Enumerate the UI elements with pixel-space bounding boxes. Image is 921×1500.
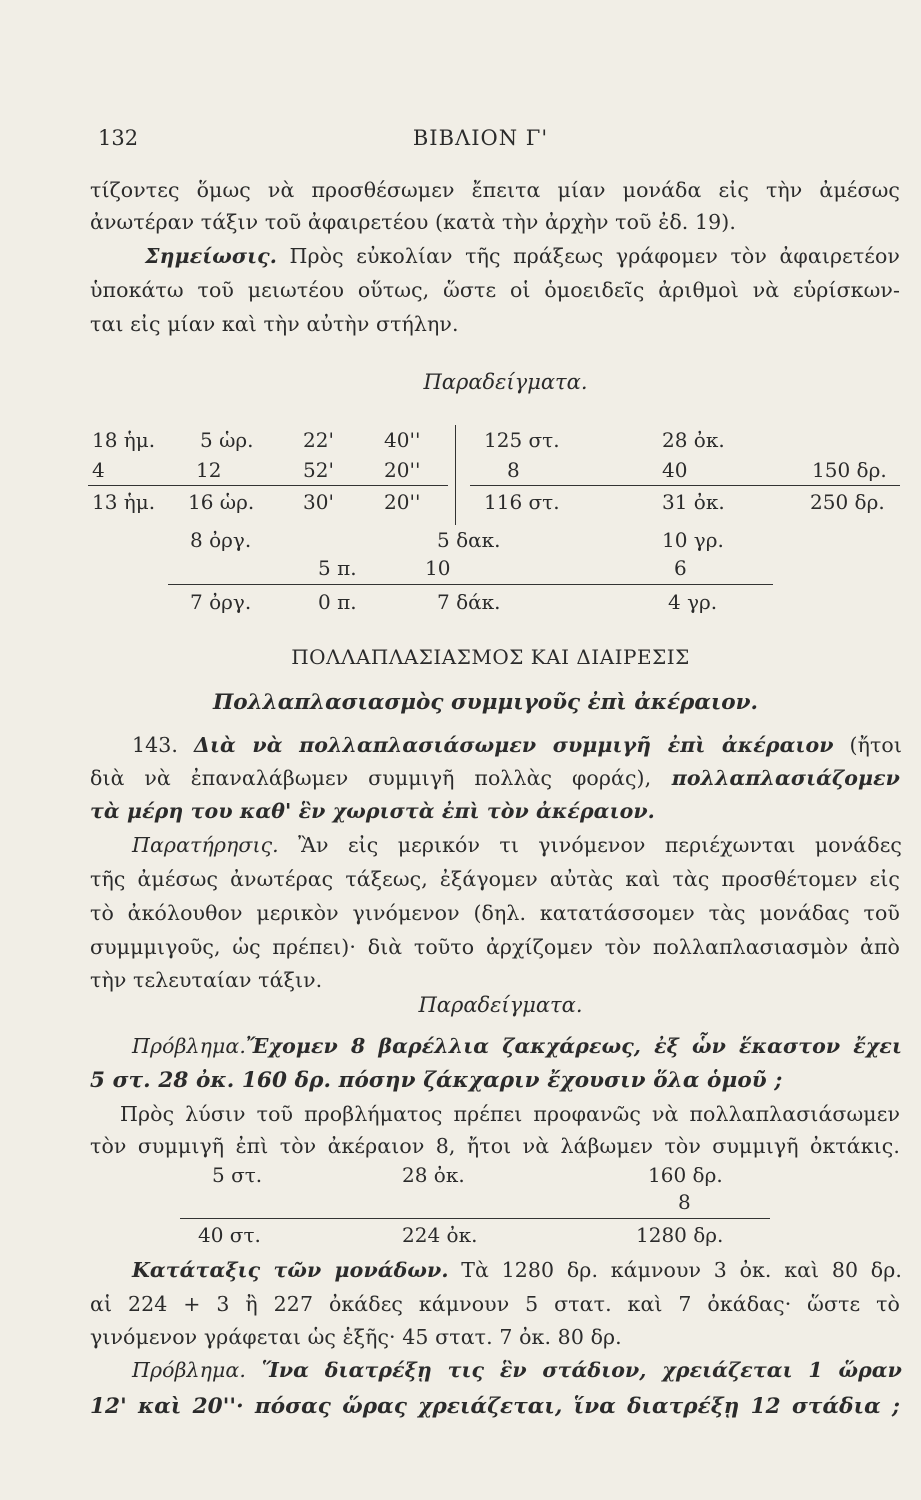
subsection-title: Πολλαπλασιασμὸς συμμιγοῦς ἐπὶ ἀκέραιον. <box>212 690 759 715</box>
sum-rule-bottom <box>168 584 773 585</box>
observation-line-3: τὸ ἀκόλουθον μερικὸν γινόμενον (δηλ. κατατάσσομεν τὰς μονάδας τοῦ <box>90 901 900 925</box>
observation-label: Παρατήρησις. <box>132 833 279 857</box>
cell: 7 ὀργ. <box>190 590 252 614</box>
sum-rule-right <box>470 485 900 486</box>
examples-heading-1: Παραδείγματα. <box>423 370 588 394</box>
cell: 125 στ. <box>484 428 560 452</box>
problem2-line-1 <box>132 1358 902 1382</box>
cell: 18 ἡμ. <box>92 428 156 452</box>
rule-bold-1: Διὰ νὰ πολλαπλασιάσωμεν συμμιγῆ ἐπὶ ἀκέραιον <box>193 733 834 757</box>
cell: 8 ὀργ. <box>190 528 252 552</box>
cell: 20'' <box>384 458 421 482</box>
running-title: ΒΙΒΛΙΟΝ Γ' <box>412 126 549 150</box>
cell: 40'' <box>384 428 421 452</box>
problem2-line-2: 12' καὶ 20''· πόσας ὥρας χρειάζεται, ἵνα διατρέξῃ 12 στάδια ; <box>90 1394 900 1419</box>
problem1-line-2: 5 στ. 28 ὀκ. 160 δρ. πόσην ζάκχαριν ἔχουσιν ὅλα ὁμοῦ ; <box>90 1068 783 1093</box>
rule-text-2: διὰ νὰ ἐπαναλάβωμεν συμμιγῆ πολλὰς φοράς), <box>90 766 652 790</box>
problem1-line-1 <box>132 1034 902 1058</box>
arrangement-text-1: Τὰ 1280 δρ. κάμνουν 3 ὀκ. καὶ 80 δρ. <box>448 1258 902 1282</box>
rule-line-2 <box>90 766 900 790</box>
intro-line-2: ἀνωτέραν τάξιν τοῦ ἀφαιρετέου (κατὰ τὴν ἀρχὴν τοῦ ἐδ. 19). <box>90 210 737 234</box>
observation-line-2: τῆς ἀμέσως ἀνωτέρας τάξεως, ἐξάγομεν αὐτὰς καὶ τὰς προσθέτομεν εἰς <box>90 867 900 891</box>
examples-heading-2: Παραδείγματα. <box>418 993 583 1017</box>
rule-line-1 <box>132 733 902 757</box>
cell: 40 <box>662 458 688 482</box>
note-label: Σημείωσις. <box>145 244 277 268</box>
observation-line-5: τὴν τελευταίαν τάξιν. <box>90 968 323 992</box>
cell: 250 δρ. <box>810 490 885 514</box>
cell: 5 ὡρ. <box>200 428 254 452</box>
intro-line-1: τίζοντες ὅμως νὰ προσθέσωμεν ἔπειτα μίαν μονάδα εἰς τὴν ἀμέσως <box>90 178 900 202</box>
intro-line-3 <box>145 244 900 268</box>
cell: 13 ἡμ. <box>92 490 156 514</box>
arrangement-line-1 <box>132 1258 902 1282</box>
cell: 52' <box>303 458 334 482</box>
cell: 12 <box>196 458 222 482</box>
cell: 40 στ. <box>198 1223 261 1247</box>
cell: 16 ὡρ. <box>188 490 255 514</box>
column-divider <box>455 425 456 525</box>
cell: 8 <box>507 458 520 482</box>
cell: 160 δρ. <box>648 1163 723 1187</box>
cell: 7 δάκ. <box>437 590 501 614</box>
rule-number: 143. <box>132 733 194 757</box>
problem2-label: Πρόβλημα. <box>132 1358 246 1382</box>
note-text: Πρὸς εὐκολίαν τῆς πράξεως γράφομεν τὸν ἀφαιρετέον <box>276 244 900 268</box>
problem1-solution-1: Πρὸς λύσιν τοῦ προβλήματος πρέπει προφανῶς νὰ πολλαπλασιάσωμεν <box>120 1102 900 1126</box>
cell: 0 π. <box>318 590 357 614</box>
rule-text-1: (ἤτοι <box>833 733 902 757</box>
rule-bold-2: πολλαπλασιάζομεν <box>651 766 900 790</box>
cell: 28 ὀκ. <box>662 428 725 452</box>
intro-line-4: ὑποκάτω τοῦ μειωτέου οὕτως, ὥστε οἱ ὁμοειδεῖς ἀριθμοὶ νὰ εὑρίσκων- <box>90 278 900 302</box>
problem1-solution-2: τὸν συμμιγῆ ἐπὶ τὸν ἀκέραιον 8, ἤτοι νὰ λάβωμεν τὸν συμμιγῆ ὀκτάκις. <box>90 1134 900 1158</box>
problem2-text-1: Ἵνα διατρέξῃ τις ἓν στάδιον, χρειάζεται 1 ὥραν <box>245 1358 902 1382</box>
sum-rule-left <box>88 485 448 486</box>
cell: 6 <box>674 556 687 580</box>
cell: 20'' <box>384 490 421 514</box>
arrangement-line-2: αἱ 224 + 3 ἢ 227 ὀκάδες κάμνουν 5 στατ. καὶ 7 ὀκάδας· ὥστε τὸ <box>90 1292 900 1316</box>
observation-text-1: Ἂν εἰς μερικόν τι γινόμενον περιέχωνται μονάδες <box>278 833 902 857</box>
cell: 5 π. <box>318 556 357 580</box>
cell: 150 δρ. <box>812 458 887 482</box>
cell: 5 στ. <box>212 1163 263 1187</box>
product-rule <box>180 1218 770 1219</box>
arrangement-line-3: γινόμενον γράφεται ὡς ἑξῆς· 45 στατ. 7 ὀκ. 80 δρ. <box>90 1325 622 1349</box>
intro-line-5: ται εἰς μίαν καὶ τὴν αὐτὴν στήλην. <box>90 312 459 336</box>
cell: 30' <box>303 490 334 514</box>
observation-line-1 <box>132 833 902 857</box>
cell: 5 δακ. <box>437 528 501 552</box>
problem1-text-1: Ἔχομεν 8 βαρέλλια ζακχάρεως, ἐξ ὧν ἕκαστον ἔχει <box>245 1034 902 1058</box>
arrangement-label: Κατάταξις τῶν μονάδων. <box>132 1258 449 1282</box>
problem1-label: Πρόβλημα. <box>132 1034 246 1058</box>
rule-line-3: τὰ μέρη του καθ' ἓν χωριστὰ ἐπὶ τὸν ἀκέραιον. <box>90 799 655 823</box>
page-number: 132 <box>98 126 139 150</box>
cell: 4 γρ. <box>668 590 718 614</box>
cell: 116 στ. <box>484 490 560 514</box>
cell: 224 ὀκ. <box>402 1223 478 1247</box>
cell: 4 <box>92 458 105 482</box>
cell: 31 ὀκ. <box>662 490 725 514</box>
cell: 22' <box>303 428 334 452</box>
cell: 28 ὀκ. <box>402 1163 465 1187</box>
observation-line-4: συμμμιγοῦς, ὡς πρέπει)· διὰ τοῦτο ἀρχίζομεν τὸν πολλαπλασιασμὸν ἀπὸ <box>90 935 900 959</box>
cell: 10 γρ. <box>662 528 724 552</box>
cell: 10 <box>425 556 451 580</box>
cell: 1280 δρ. <box>636 1223 724 1247</box>
section-title: ΠΟΛΛΑΠΛΑΣΙΑΣΜΟΣ ΚΑΙ ΔΙΑΙΡΕΣΙΣ <box>291 645 690 669</box>
cell: 8 <box>678 1190 691 1214</box>
